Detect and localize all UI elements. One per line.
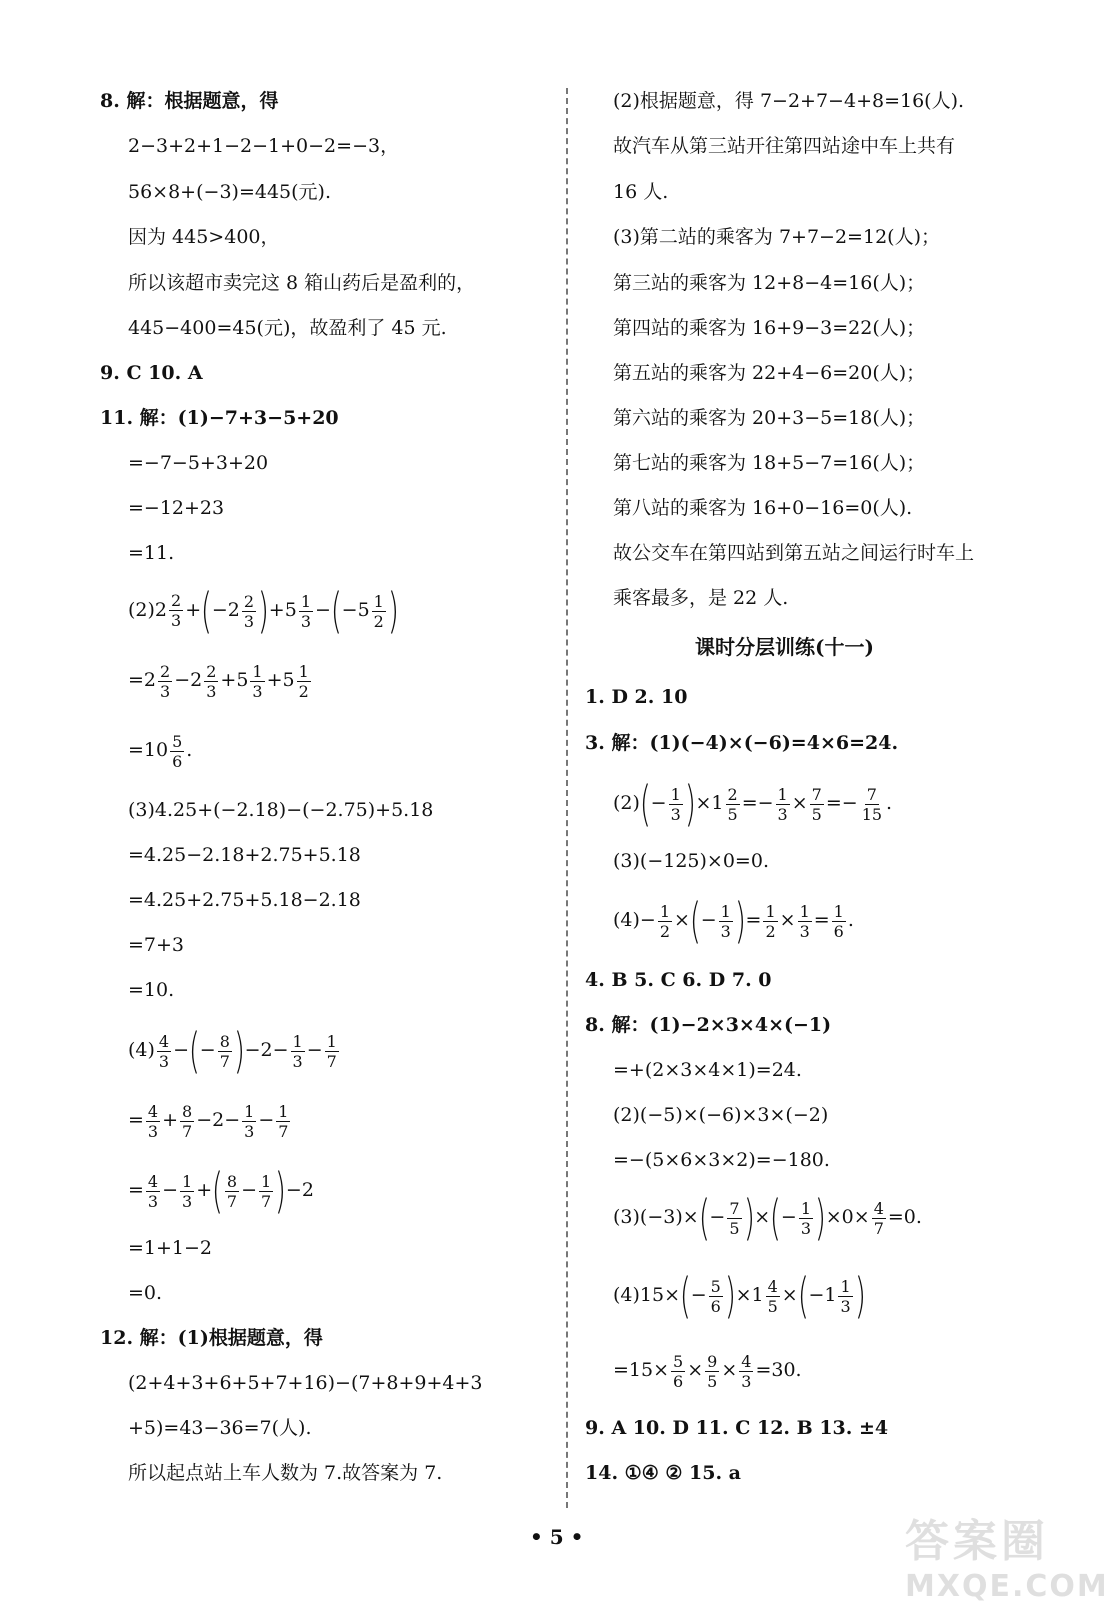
section-title: 课时分层训练(十一): [695, 635, 874, 659]
r-line10: 第八站的乘客为 16+0−16=0(人).: [613, 497, 913, 519]
q11-4-result: =0.: [128, 1282, 163, 1304]
watermark-line2: MXQE.COM: [905, 1569, 1109, 1604]
r-line5: 第三站的乘客为 12+8−4=16(人)；: [613, 272, 926, 294]
q9-10-answers: 9. C 10. A: [100, 362, 203, 384]
equals-sign: =: [128, 669, 144, 691]
s8-1-result: =+(2×3×4×1)=24.: [613, 1059, 802, 1081]
q11-4-step2: = $\frac{4}{3}$ + $\frac{8}{7}$ −2− $\frac{1}{3}$ − $\frac{1}{7}$: [128, 1101, 289, 1141]
q8-line1: 2−3+2+1−2−1+0−2=−3，: [128, 135, 400, 157]
q11-2-result: =10 $\frac{5}{6}$ .: [128, 731, 193, 771]
s1-2-answers: 1. D 2. 10: [585, 686, 688, 708]
q8-line5: 445−400=45(元)，故盈利了 45 元.: [128, 317, 447, 339]
q11-2-label: (2): [128, 599, 155, 621]
s3-4-expression: (4)− $\frac{1}{2}$ ×(− $\frac{1}{3}$ )= $\frac{1}{2}$ × $\frac{1}{3}$ = $\frac{1}{6}$ .: [613, 893, 854, 949]
s3-2-expression: (2)(− $\frac{1}{3}$ )×1 $\frac{2}{5}$ =− $\frac{1}{3}$ × $\frac{7}{5}$ =− $\frac{7}{15}$ .: [613, 776, 893, 832]
r-line6: 第四站的乘客为 16+9−3=22(人)；: [613, 317, 926, 339]
q11-2-step2: =2 $\frac{2}{3}$ −2 $\frac{2}{3}$ +5 $\frac{1}{3}$ +5 $\frac{1}{2}$: [128, 661, 309, 701]
s8-4-expression: (4)15×(− $\frac{5}{6}$ )×1 $\frac{4}{5}$ ×(−1 $\frac{1}{3}$ ): [613, 1268, 866, 1324]
r-line12: 乘客最多，是 22 人.: [613, 587, 789, 609]
r-line7: 第五站的乘客为 22+4−6=20(人)；: [613, 362, 926, 384]
watermark-line1: 答案圈: [905, 1516, 1049, 1567]
r-line2: 故汽车从第三站开往第四站途中车上共有: [613, 135, 956, 157]
page-number: • 5 •: [530, 1525, 584, 1549]
s14-15-answers: 14. ①④ ② 15. a: [585, 1462, 741, 1484]
q11-3-step3: =4.25+2.75+5.18−2.18: [128, 889, 361, 911]
s4-7-answers: 4. B 5. C 6. D 7. 0: [585, 969, 772, 991]
q12-heading: 12. 解：(1)根据题意，得: [100, 1327, 323, 1349]
s8-2-result: =−(5×6×3×2)=−180.: [613, 1149, 830, 1171]
q11-2-expression: (2)2 $\frac{2}{3}$ +(−2 $\frac{2}{3}$ )+5 $\frac{1}{3}$ −(−5 $\frac{1}{2}$ ): [128, 583, 399, 639]
q11-3-step2: =4.25−2.18+2.75+5.18: [128, 844, 361, 866]
q12-line3: 所以起点站上车人数为 7.故答案为 7.: [128, 1462, 443, 1484]
q11-4-step4: =1+1−2: [128, 1237, 213, 1259]
q11-4-step3: = $\frac{4}{3}$ − $\frac{1}{3}$ +( $\frac{8}{7}$ − $\frac{1}{7}$ )−2: [128, 1163, 314, 1219]
result-value: =10: [128, 739, 169, 761]
column-divider: [566, 88, 568, 1508]
q11-4-label: (4): [128, 1039, 155, 1061]
q11-3-expression: (3)4.25+(−2.18)−(−2.75)+5.18: [128, 799, 434, 821]
r-line9: 第七站的乘客为 18+5−7=16(人)；: [613, 452, 926, 474]
r-line4: (3)第二站的乘客为 7+7−2=12(人)；: [613, 226, 940, 248]
q12-line2: +5)=43−36=7(人).: [128, 1417, 312, 1439]
r-line1: (2)根据题意，得 7−2+7−4+8=16(人).: [613, 90, 965, 112]
s8-2-expression: (2)(−5)×(−6)×3×(−2): [613, 1104, 829, 1126]
q8-line2: 56×8+(−3)=445(元).: [128, 181, 331, 203]
q11-3-step4: =7+3: [128, 934, 185, 956]
r-line11: 故公交车在第四站到第五站之间运行时车上: [613, 542, 975, 564]
q8-line4: 所以该超市卖完这 8 箱山药后是盈利的，: [128, 272, 476, 294]
q8-line3: 因为 445>400，: [128, 226, 280, 248]
s8-3-expression: (3)(−3)×(− $\frac{7}{5}$ )×(− $\frac{1}{3}$ )×0× $\frac{4}{7}$ =0.: [613, 1190, 922, 1246]
q11-1-result: =11.: [128, 542, 175, 564]
r-line3: 16 人.: [613, 181, 669, 203]
s9-13-answers: 9. A 10. D 11. C 12. B 13. ±4: [585, 1417, 889, 1439]
r-line8: 第六站的乘客为 20+3−5=18(人)；: [613, 407, 926, 429]
s8-heading: 8. 解：(1)−2×3×4×(−1): [585, 1014, 832, 1036]
q8-heading: 8. 解：根据题意，得: [100, 90, 279, 112]
watermark-logo: [905, 1505, 1109, 1604]
s8-4-result: =15× $\frac{5}{6}$ × $\frac{9}{5}$ × $\frac{4}{3}$ =30.: [613, 1351, 802, 1391]
q12-line1: (2+4+3+6+5+7+16)−(7+8+9+4+3: [128, 1372, 483, 1394]
s3-heading: 3. 解：(1)(−4)×(−6)=4×6=24.: [585, 732, 899, 754]
s3-3-expression: (3)(−125)×0=0.: [613, 850, 769, 872]
q11-3-result: =10.: [128, 979, 175, 1001]
q11-heading: 11. 解：(1)−7+3−5+20: [100, 407, 339, 429]
q11-4-expression: (4) $\frac{4}{3}$ −(− $\frac{8}{7}$ )−2− $\frac{1}{3}$ − $\frac{1}{7}$: [128, 1023, 337, 1079]
q11-1-step2: =−7−5+3+20: [128, 452, 269, 474]
q11-1-step3: =−12+23: [128, 497, 225, 519]
